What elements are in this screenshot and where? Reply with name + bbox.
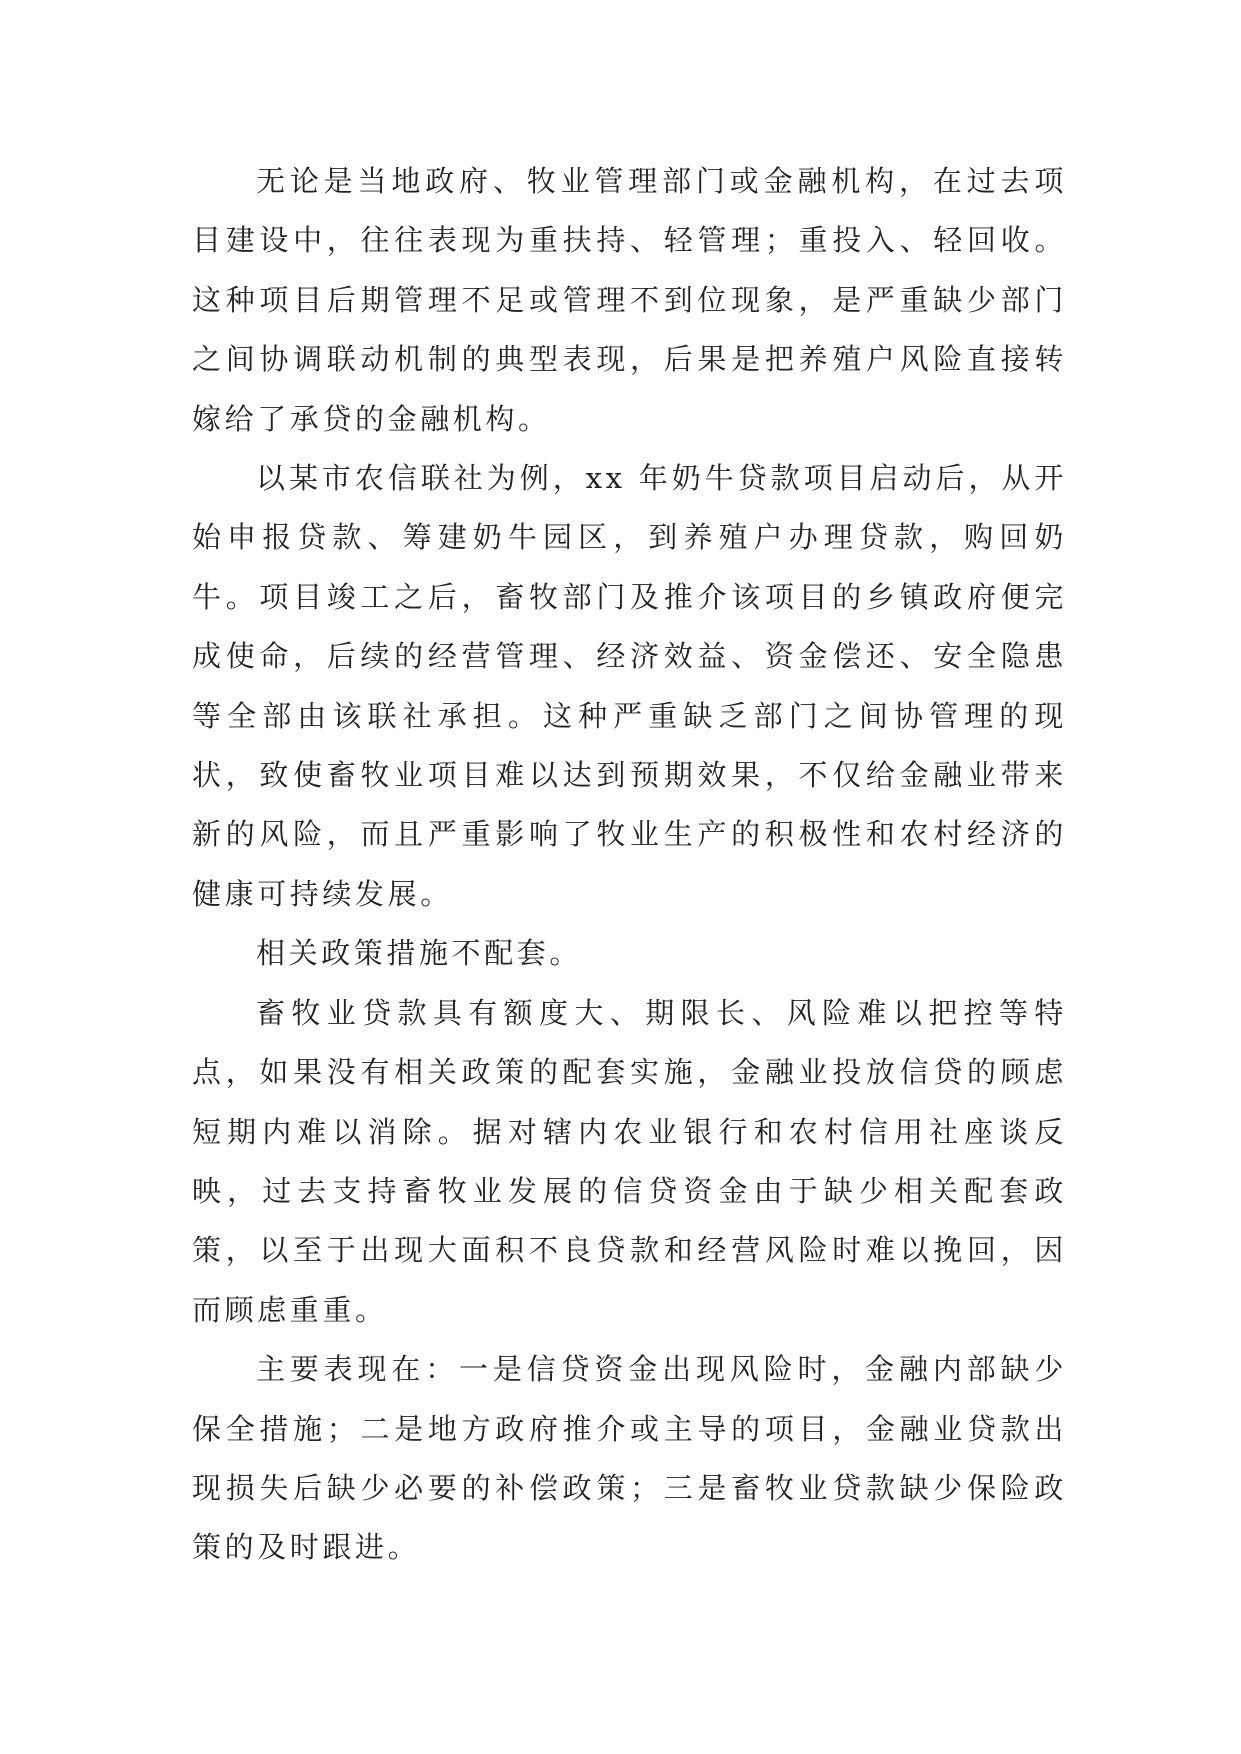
paragraph: 以某市农信联社为例，xx 年奶牛贷款项目启动后，从开始申报贷款、筹建奶牛园区，到养殖户办理贷款，购回奶牛。项目竣工之后，畜牧部门及推介该项目的乡镇政府便完成使命，后续的经营管理、经济效益、资金偿还、安全隐患等全部由该联社承担。这种严重缺乏部门之间协管理的现状，致使畜牧业项目难以达到预期效果，不仅给金融业带来新的风险，而且严重影响了牧业生产的积极性和农村经济的健康可持续发展。 [192,461,1067,911]
section-heading: 相关政策措施不配套。 [256,936,583,971]
paragraph: 畜牧业贷款具有额度大、期限长、风险难以把控等特点，如果没有相关政策的配套实施，金融业投放信贷的顾虑短期内难以消除。据对辖内农业银行和农村信用社座谈反映，过去支持畜牧业发展的信贷资金由于缺少相关配套政策，以至于出现大面积不良贷款和经营风险时难以挽回，因而顾虑重重。 [192,995,1067,1327]
paragraph: 无论是当地政府、牧业管理部门或金融机构，在过去项目建设中，往往表现为重扶持、轻管理；重投入、轻回收。这种项目后期管理不足或管理不到位现象，是严重缺少部门之间协调联动机制的典型表现，后果是把养殖户风险直接转嫁给了承贷的金融机构。 [192,164,1067,436]
document-body [192,152,1067,1578]
paragraph: 主要表现在：一是信贷资金出现风险时，金融内部缺少保全措施；二是地方政府推介或主导的项目，金融业贷款出现损失后缺少必要的补偿政策；三是畜牧业贷款缺少保险政策的及时跟进。 [192,1352,1067,1565]
